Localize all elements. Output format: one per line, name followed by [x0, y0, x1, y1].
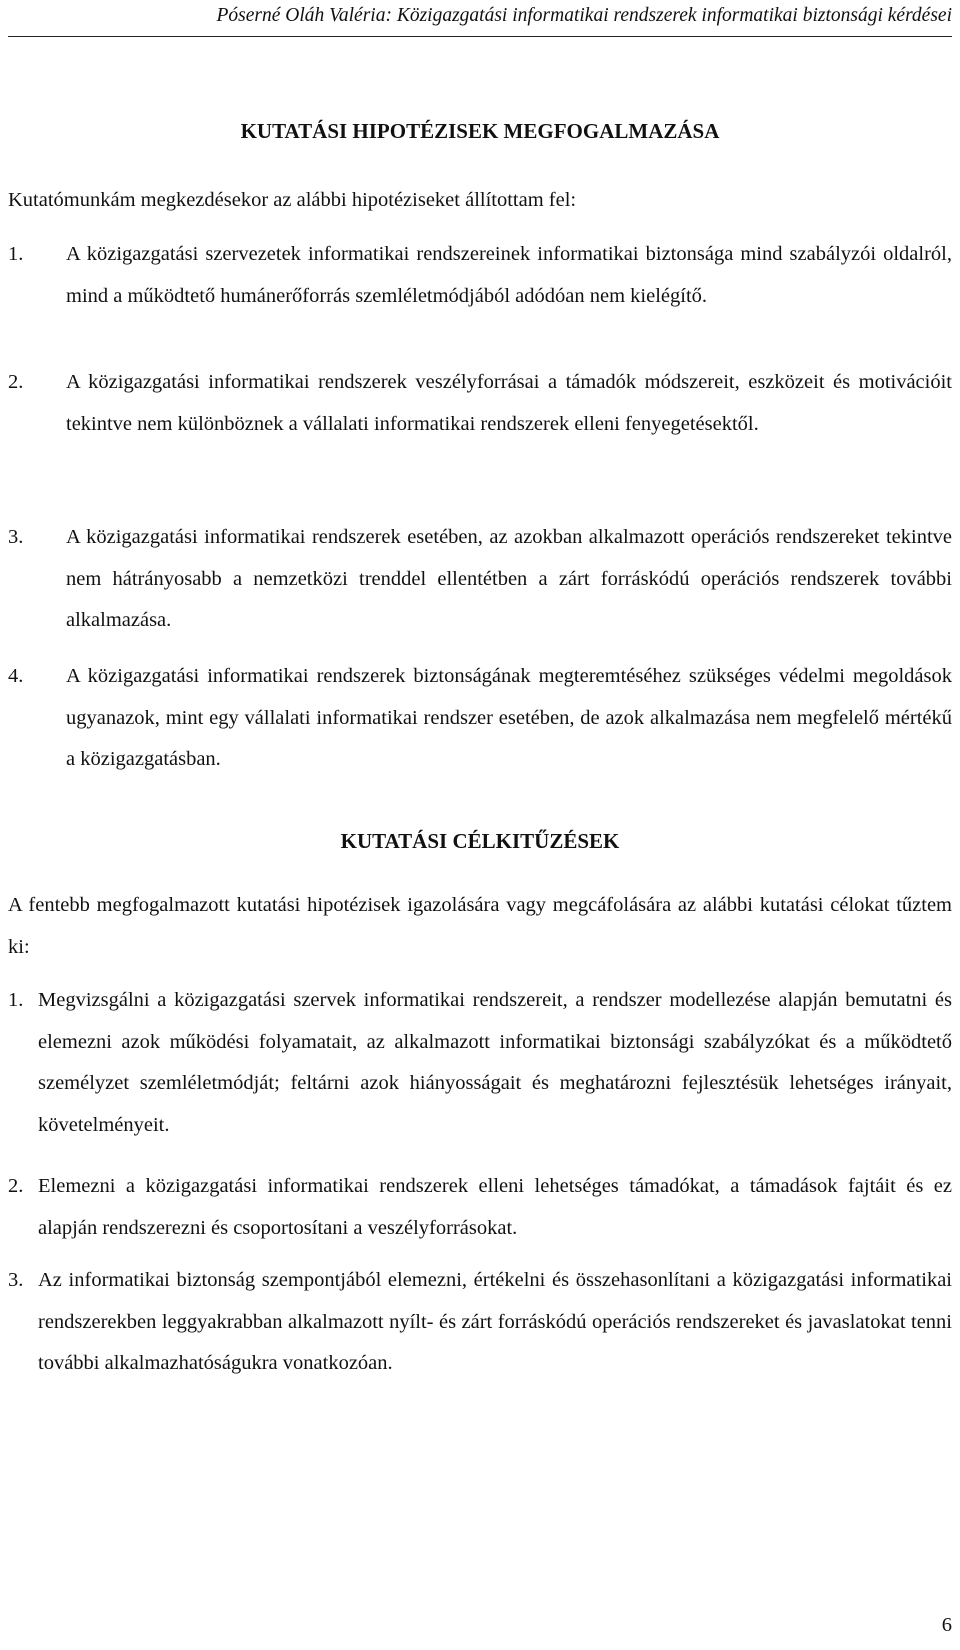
header-rule [8, 36, 952, 37]
hypothesis-number: 4. [8, 665, 24, 687]
goals-intro: A fentebb megfogalmazott kutatási hipotézisek igazolására vagy megcáfolására az alábbi kutatási célokat tűztem ki: [8, 894, 952, 958]
running-header: Póserné Oláh Valéria: Közigazgatási informatikai rendszerek informatikai biztonsági kérdései [216, 5, 952, 26]
hypothesis-number: 3. [8, 526, 24, 548]
goal-text: Megvizsgálni a közigazgatási szervek informatikai rendszereit, a rendszer modellezése alapján bemutatni és elemezni azok működési folyamatait, az alkalmazott informatikai biztonsági szabályzókat és a működtető személyzet szemléletmódját; feltárni azok hiányosságait és meghatározni fejlesztésük lehetséges irányait, követelményeit. [38, 989, 952, 1136]
hypotheses-title: KUTATÁSI HIPOTÉZISEK MEGFOGALMAZÁSA [240, 119, 720, 143]
hypothesis-text: A közigazgatási informatikai rendszerek veszélyforrásai a támadók módszereit, eszközeit és motivációit tekintve nem különböznek a vállalati informatikai rendszerek elleni fenyegetésektől. [66, 371, 952, 435]
hypotheses-intro: Kutatómunkám megkezdésekor az alábbi hipotéziseket állítottam fel: [8, 189, 577, 211]
hypothesis-item-2 [8, 362, 952, 445]
goal-item-3 [8, 1260, 952, 1385]
hypothesis-number: 2. [8, 371, 24, 393]
goal-item-1 [8, 980, 952, 1146]
hypothesis-number: 1. [8, 243, 24, 265]
goal-item-2 [8, 1166, 952, 1249]
hypothesis-text: A közigazgatási informatikai rendszerek esetében, az azokban alkalmazott operációs rendszereket tekintve nem hátrányosabb a nemzetközi trenddel ellentétben a zárt forráskódú operációs rendszerek további alkalmazása. [66, 526, 952, 631]
goal-number: 3. [8, 1269, 24, 1291]
page-number: 6 [941, 1614, 952, 1636]
goal-number: 1. [8, 989, 24, 1011]
hypothesis-text: A közigazgatási informatikai rendszerek biztonságának megteremtéséhez szükséges védelmi megoldások ugyanazok, mint egy vállalati informatikai rendszer esetében, de azok alkalmazása nem megfelelő mértékű a közigazgatásban. [66, 665, 952, 770]
hypothesis-text: A közigazgatási szervezetek informatikai rendszereinek informatikai biztonsága mind szabályzói oldalról, mind a működtető humánerőforrás szemléletmódjából adódóan nem kielégítő. [66, 243, 952, 307]
hypothesis-item-4 [8, 656, 952, 781]
goal-text: Elemezni a közigazgatási informatikai rendszerek elleni lehetséges támadókat, a támadások fajtáit és ez alapján rendszerezni és csoportosítani a veszélyforrásokat. [38, 1175, 952, 1239]
goals-title: KUTATÁSI CÉLKITŰZÉSEK [340, 829, 620, 853]
goal-text: Az informatikai biztonság szempontjából elemezni, értékelni és összehasonlítani a közigazgatási informatikai rendszerekben leggyakrabban alkalmazott nyílt- és zárt forráskódú operációs rendszereket és javaslatokat tenni további alkalmazhatóságukra vonatkozóan. [38, 1269, 952, 1374]
hypothesis-item-1 [8, 234, 952, 317]
hypothesis-item-3 [8, 517, 952, 642]
goal-number: 2. [8, 1175, 24, 1197]
